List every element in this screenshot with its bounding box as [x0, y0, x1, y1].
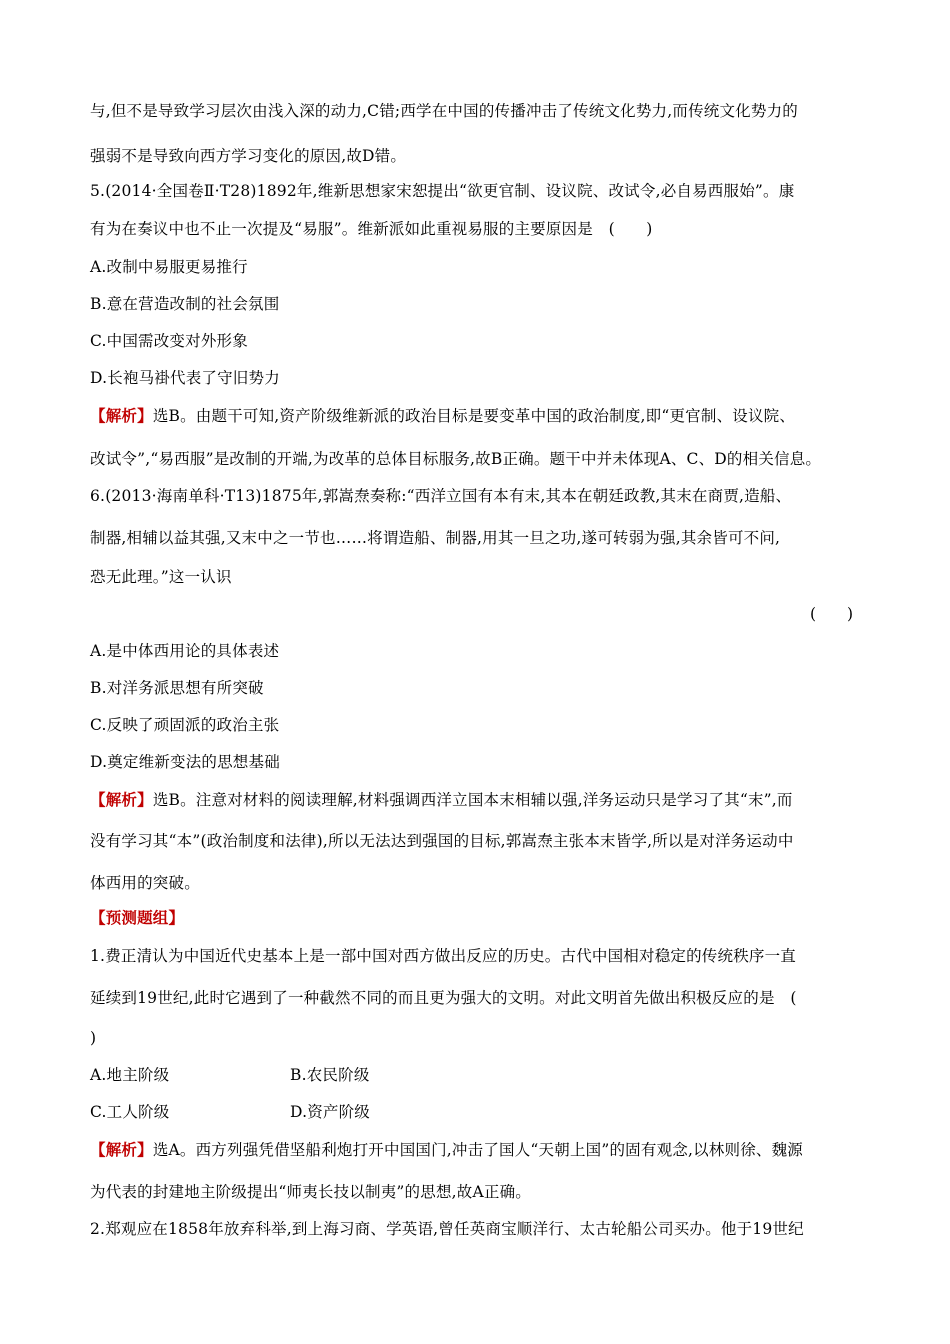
- p1-stem-line-2: 延续到19世纪,此时它遇到了一种截然不同的而且更为强大的文明。对此文明首先做出积极反应的是 (: [90, 989, 797, 1007]
- q6-explanation-line-3: 体西用的突破。: [90, 874, 200, 892]
- section-title: 【预测题组】: [90, 908, 185, 927]
- q6-answer-paren: ( ): [810, 605, 854, 623]
- q5-stem-line-1: 5.(2014·全国卷Ⅱ·T28)1892年,维新思想家宋恕提出“欲更官制、设议院、改试令,必自易西服始”。康: [90, 182, 795, 200]
- analysis-tag: 【解析】: [90, 790, 153, 809]
- p1-explanation-line-1: [90, 1139, 803, 1161]
- q6-stem-line-3: 恐无此理。”这一认识: [90, 568, 232, 586]
- q5-option-c: C.中国需改变对外形象: [90, 332, 248, 350]
- q5-option-d: D.长袍马褂代表了守旧势力: [90, 369, 280, 387]
- p1-stem-line-3: ): [90, 1029, 97, 1047]
- p1-option-c: C.工人阶级: [90, 1103, 170, 1121]
- q6-stem-line-2: 制器,相辅以益其强,又末中之一节也……将谓造船、制器,用其一旦之功,遂可转弱为强,其余皆可不问,: [90, 529, 781, 547]
- p2-stem-line-1: 2.郑观应在1858年放弃科举,到上海习商、学英语,曾任英商宝顺洋行、太古轮船公司买办。他于19世纪: [90, 1220, 804, 1238]
- p1-option-d: D.资产阶级: [290, 1103, 371, 1121]
- analysis-tag: 【解析】: [90, 406, 153, 425]
- intro-line-1: 与,但不是导致学习层次由浅入深的动力,C错;西学在中国的传播冲击了传统文化势力,而传统文化势力的: [90, 102, 798, 120]
- q5-explanation-line-1: [90, 405, 795, 427]
- q6-stem-line-1: 6.(2013·海南单科·T13)1875年,郭嵩焘奏称:“西洋立国有本有末,其本在朝廷政教,其末在商贾,造船、: [90, 487, 792, 505]
- analysis-tag: 【解析】: [90, 1140, 153, 1159]
- p1-explanation-line-2: 为代表的封建地主阶级提出“师夷长技以制夷”的思想,故A正确。: [90, 1183, 531, 1201]
- intro-line-2: 强弱不是导致向西方学习变化的原因,故D错。: [90, 147, 407, 165]
- q6-option-d: D.奠定维新变法的思想基础: [90, 753, 280, 771]
- q6-explanation-line-1: [90, 789, 793, 811]
- q5-explanation-line-2: 改试令”,“易西服”是改制的开端,为改革的总体目标服务,故B正确。题干中并未体现A、C、D的相关信息。: [90, 450, 822, 468]
- q6-explanation-text-1: 选B。注意对材料的阅读理解,材料强调西洋立国本末相辅以强,洋务运动只是学习了其“末”,而: [152, 791, 793, 809]
- p1-stem-line-1: 1.费正清认为中国近代史基本上是一部中国对西方做出反应的历史。古代中国相对稳定的传统秩序一直: [90, 947, 796, 965]
- q5-option-a: A.改制中易服更易推行: [90, 258, 248, 276]
- p1-explanation-text-1: 选A。西方列强凭借坚船利炮打开中国国门,冲击了国人“天朝上国”的固有观念,以林则徐、魏源: [152, 1141, 804, 1159]
- q5-option-b: B.意在营造改制的社会氛围: [90, 295, 280, 313]
- q5-stem-line-2: 有为在奏议中也不止一次提及“易服”。维新派如此重视易服的主要原因是 ( ): [90, 220, 653, 238]
- q6-option-a: A.是中体西用论的具体表述: [90, 642, 280, 660]
- q6-option-c: C.反映了顽固派的政治主张: [90, 716, 280, 734]
- q6-option-b: B.对洋务派思想有所突破: [90, 679, 264, 697]
- q6-explanation-line-2: 没有学习其“本”(政治制度和法律),所以无法达到强国的目标,郭嵩焘主张本末皆学,所以是对洋务运动中: [90, 832, 794, 850]
- p1-option-b: B.农民阶级: [290, 1066, 370, 1084]
- q5-explanation-text-1: 选B。由题干可知,资产阶级维新派的政治目标是要变革中国的政治制度,即“更官制、设议院、: [152, 407, 796, 425]
- p1-option-a: A.地主阶级: [90, 1066, 170, 1084]
